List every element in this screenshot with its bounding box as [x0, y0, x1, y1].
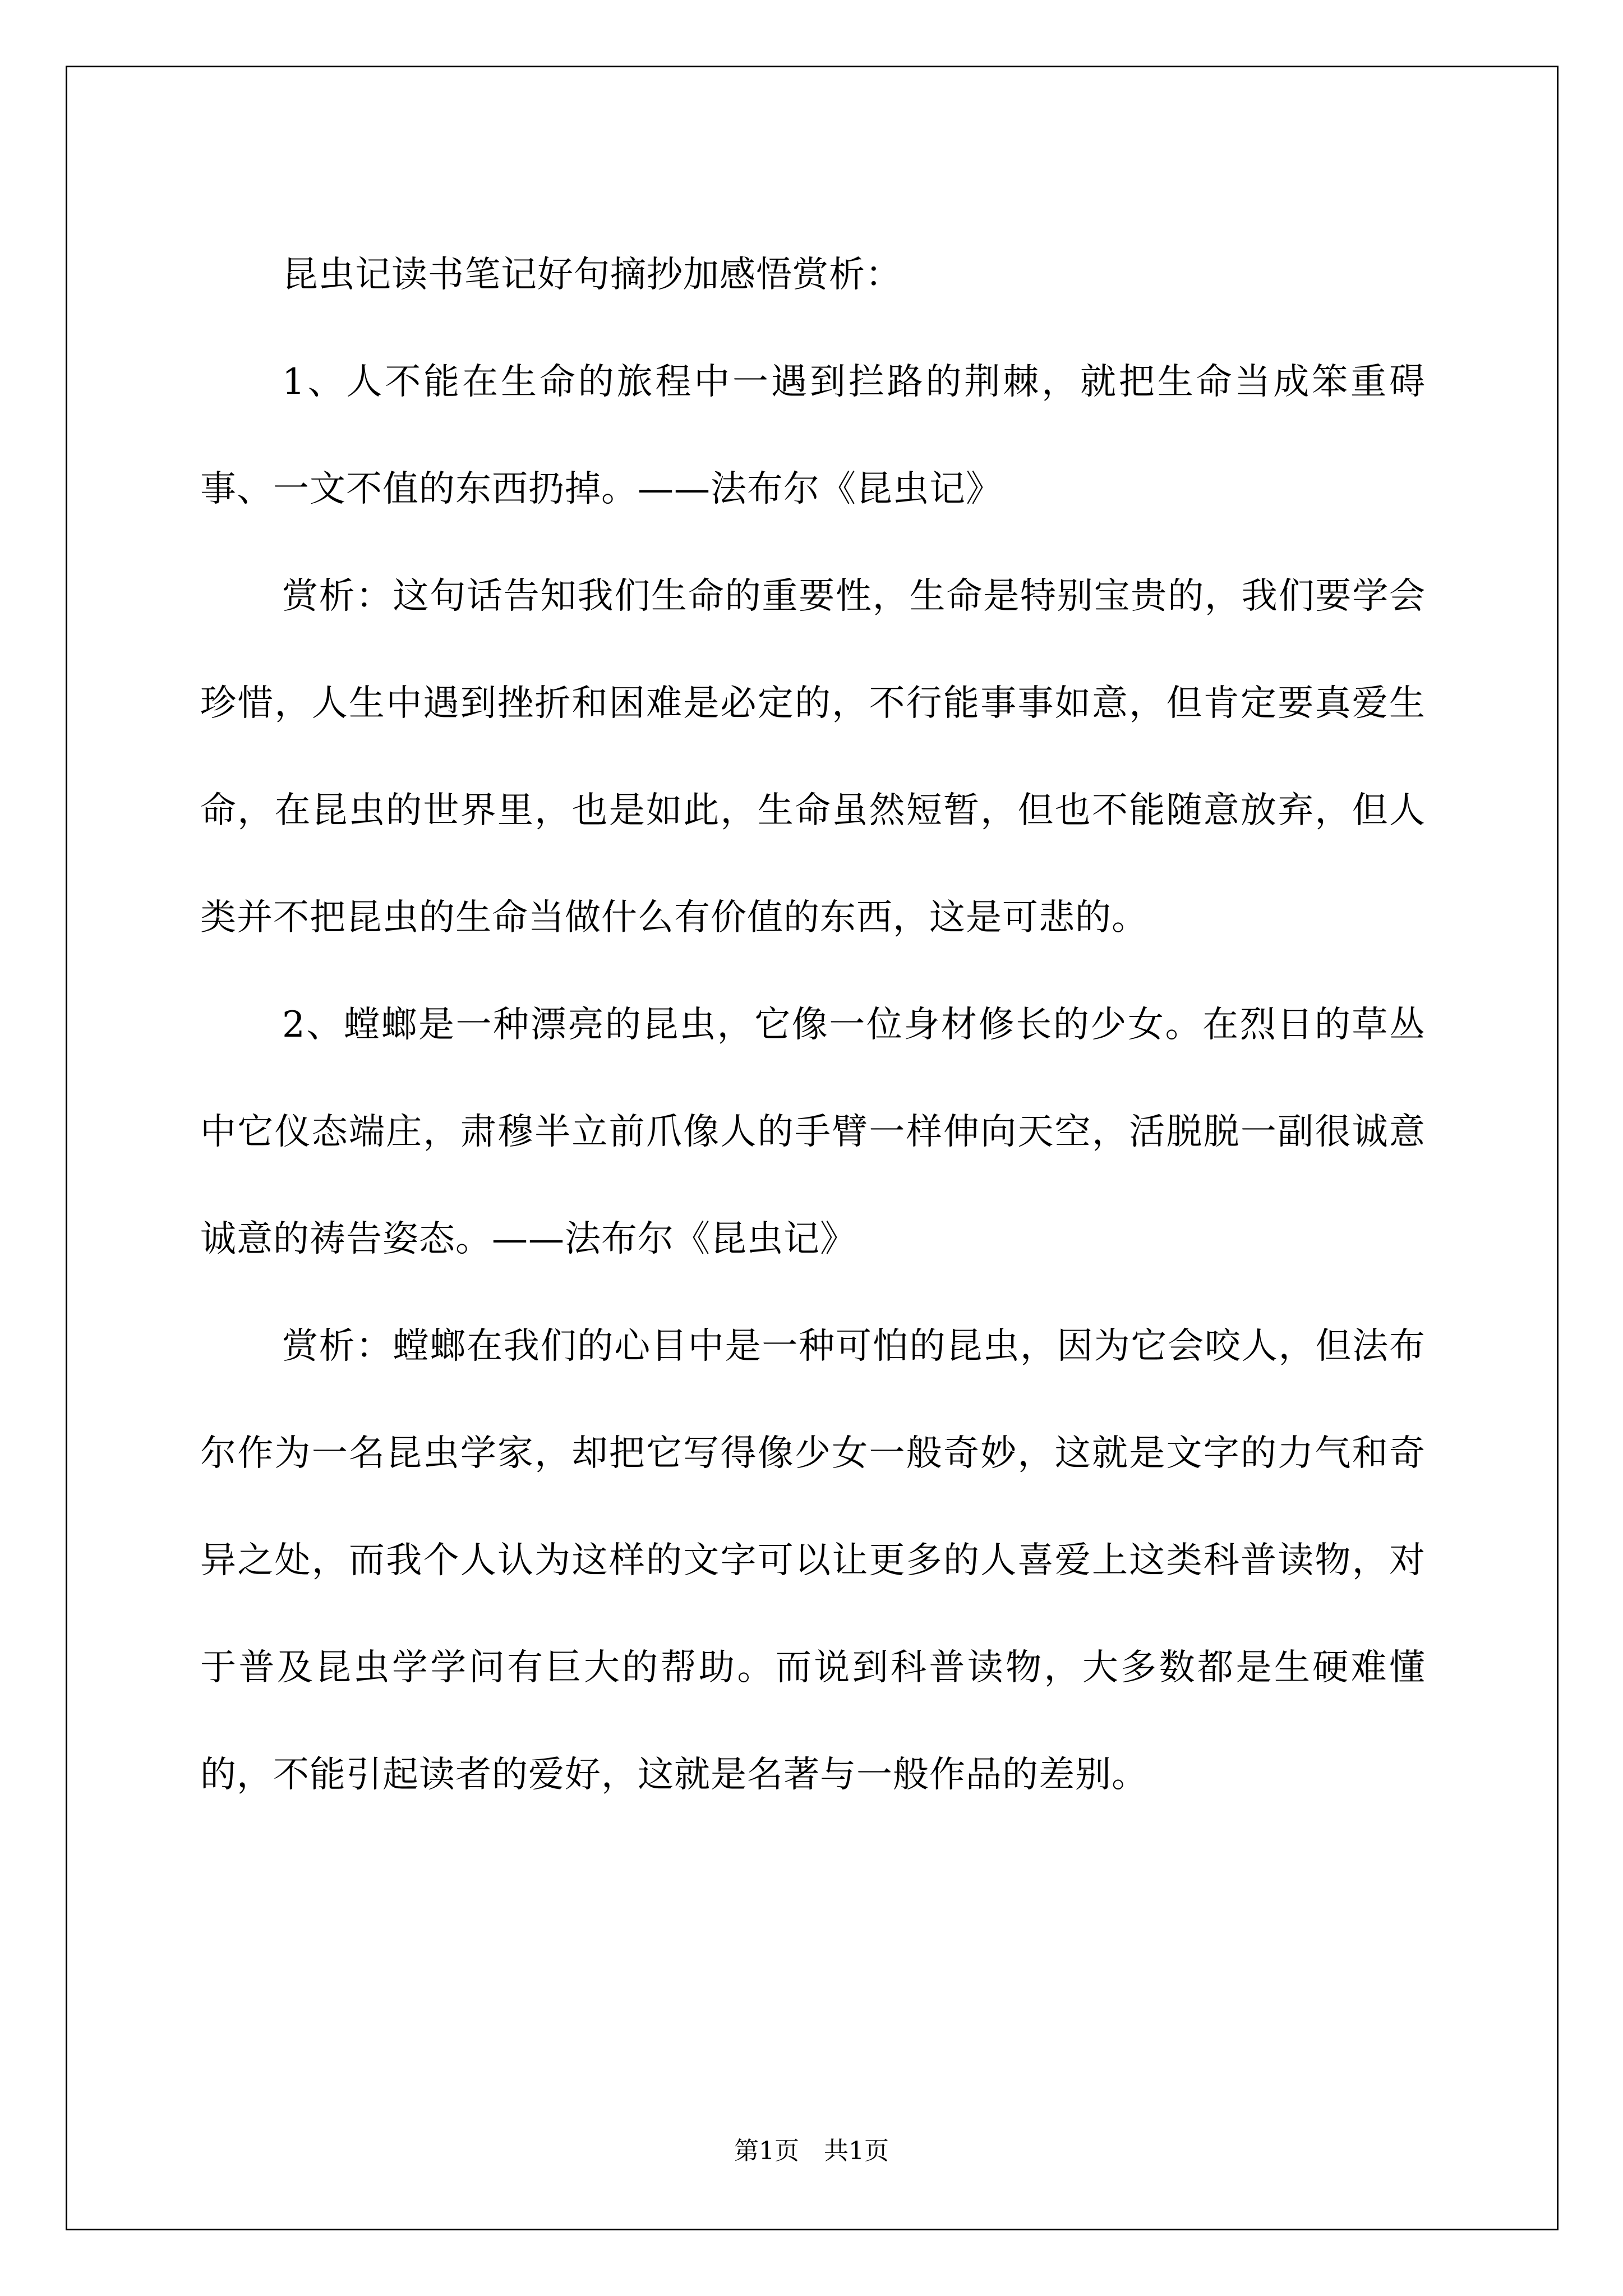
document-body	[200, 222, 1426, 1829]
analysis-paragraph-2: 赏析：螳螂在我们的心目中是一种可怕的昆虫，因为它会咬人，但法布尔作为一名昆虫学家，却把它写得像少女一般奇妙，这就是文字的力气和奇异之处，而我个人认为这样的文字可以让更多的人喜爱上这类科普读物，对于普及昆虫学学问有巨大的帮助。而说到科普读物，大多数都是生硬难懂的，不能引起读者的爱好，这就是名著与一般作品的差别。	[200, 1326, 1426, 1796]
quote-paragraph-2: 2、螳螂是一种漂亮的昆虫，它像一位身材修长的少女。在烈日的草丛中它仪态端庄，肃穆半立前爪像人的手臂一样伸向天空，活脱脱一副很诚意诚意的祷告姿态。——法布尔《昆虫记》	[200, 1004, 1426, 1260]
heading-paragraph: 昆虫记读书笔记好句摘抄加感悟赏析：	[282, 254, 902, 296]
analysis-paragraph-1: 赏析：这句话告知我们生命的重要性，生命是特别宝贵的，我们要学会珍惜，人生中遇到挫折和困难是必定的，不行能事事如意，但肯定要真爱生命，在昆虫的世界里，也是如此，生命虽然短暂，但也不能随意放弃，但人类并不把昆虫的生命当做什么有价值的东西，这是可悲的。	[200, 576, 1426, 938]
quote-paragraph-1: 1、人不能在生命的旅程中一遇到拦路的荆棘，就把生命当成笨重碍事、一文不值的东西扔掉。——法布尔《昆虫记》	[200, 361, 1426, 510]
page-number-footer: 第1页 共1页	[734, 2137, 889, 2165]
